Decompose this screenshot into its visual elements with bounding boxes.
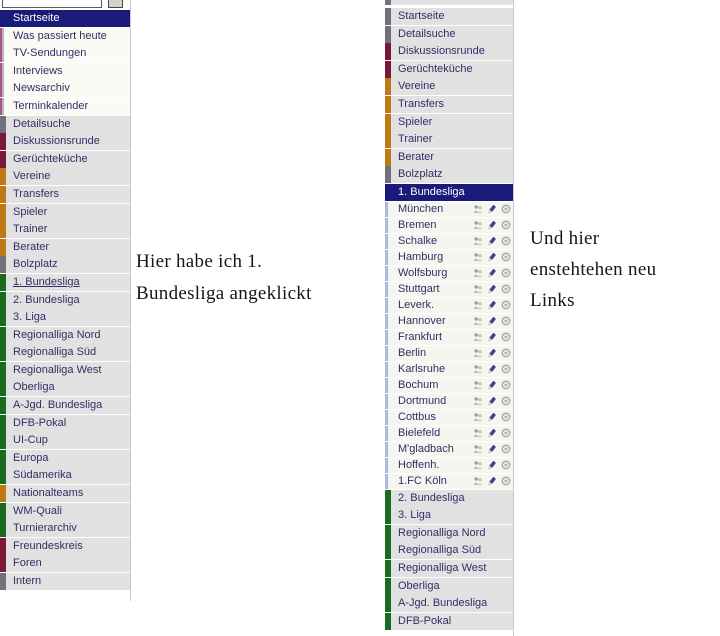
menu-item[interactable]	[0, 204, 130, 221]
category-color-block	[385, 442, 388, 457]
menu-item[interactable]	[385, 346, 513, 361]
menu-item-label: Interviews	[13, 64, 63, 77]
team-icons	[473, 396, 513, 406]
category-color-block	[385, 0, 391, 5]
menu-item[interactable]	[385, 234, 513, 249]
menu-item[interactable]	[0, 538, 130, 555]
menu-item-label: Transfers	[13, 187, 60, 200]
category-color-block	[385, 525, 391, 542]
menu-item[interactable]	[0, 239, 130, 256]
menu-item-label: Spieler	[398, 115, 433, 128]
category-color-block	[0, 133, 6, 150]
left-annotation-note	[136, 246, 312, 310]
menu-item-label: Transfers	[398, 97, 445, 110]
menu-item[interactable]	[385, 542, 513, 559]
edit-icon[interactable]	[487, 428, 497, 438]
category-color-block	[0, 397, 6, 414]
category-color-block	[385, 114, 391, 131]
note-line: Hier habe ich 1.	[136, 251, 263, 272]
users-icon[interactable]	[473, 460, 483, 470]
users-icon[interactable]	[473, 444, 483, 454]
category-color-block	[385, 542, 391, 559]
menu-item[interactable]	[385, 43, 513, 60]
menu-item[interactable]	[0, 274, 130, 291]
note-line: Links	[530, 290, 575, 311]
menu-item-label: Gerüchteküche	[398, 62, 473, 75]
menu-item[interactable]	[0, 450, 130, 467]
category-color-block	[385, 218, 388, 233]
menu-item[interactable]	[385, 458, 513, 473]
menu-item[interactable]	[0, 28, 130, 45]
category-color-block	[385, 202, 388, 217]
menu-item[interactable]	[385, 330, 513, 345]
menu-item[interactable]	[385, 298, 513, 313]
edit-icon[interactable]	[487, 412, 497, 422]
team-icons	[473, 204, 513, 214]
team-icons	[473, 364, 513, 374]
category-color-block	[0, 415, 6, 432]
menu-item-label: 1. Bundesliga	[13, 275, 80, 288]
category-color-block	[385, 378, 388, 393]
category-color-block	[0, 344, 6, 361]
menu-item-label: Intern	[13, 575, 42, 587]
category-color-block	[0, 151, 6, 168]
team-icons	[473, 380, 513, 390]
menu-item-label: Spieler	[13, 205, 48, 218]
menu-item[interactable]	[385, 578, 513, 595]
menu-item-label: Startseite	[13, 12, 60, 24]
category-color-block	[0, 116, 6, 133]
category-color-block	[0, 28, 4, 45]
view-icon[interactable]	[501, 268, 511, 278]
category-color-block	[385, 362, 388, 377]
category-color-block	[385, 507, 391, 524]
left-menu-items	[0, 10, 130, 590]
menu-item-label: Berater	[13, 240, 50, 253]
menu-item[interactable]	[385, 442, 513, 457]
menu-item-label: Regionalliga Nord	[398, 526, 486, 539]
users-icon[interactable]	[473, 204, 483, 214]
menu-item-label: Bremen	[398, 218, 437, 231]
category-color-block	[385, 458, 388, 473]
menu-item-label: Terminkalender	[13, 99, 89, 112]
edit-icon[interactable]	[487, 204, 497, 214]
menu-item-label: UI-Cup	[13, 434, 48, 447]
category-color-block	[385, 8, 391, 25]
menu-item[interactable]	[0, 397, 130, 414]
menu-item[interactable]	[385, 426, 513, 441]
menu-item[interactable]	[0, 362, 130, 379]
view-icon[interactable]	[501, 252, 511, 262]
edit-icon[interactable]	[487, 252, 497, 262]
menu-item-label: Stuttgart	[398, 282, 440, 295]
category-color-block	[385, 410, 388, 425]
menu-item[interactable]	[385, 114, 513, 131]
menu-item-label: Südamerika	[13, 469, 72, 482]
category-color-block	[385, 426, 388, 441]
users-icon[interactable]	[473, 284, 483, 294]
category-color-block	[0, 10, 6, 27]
menu-item[interactable]	[0, 520, 130, 537]
menu-item[interactable]	[385, 166, 513, 183]
view-icon[interactable]	[501, 428, 511, 438]
view-icon[interactable]	[501, 300, 511, 310]
menu-item[interactable]	[0, 10, 130, 27]
menu-item[interactable]	[0, 98, 130, 115]
category-color-block	[0, 503, 6, 520]
team-icons	[473, 444, 513, 454]
users-icon[interactable]	[473, 364, 483, 374]
menu-item-label: 3. Liga	[13, 311, 47, 324]
menu-item[interactable]	[0, 415, 130, 432]
edit-icon[interactable]	[487, 460, 497, 470]
category-color-block	[0, 80, 4, 97]
menu-item-label: DFB-Pokal	[398, 614, 452, 627]
menu-item-label: Frankfurt	[398, 330, 443, 343]
menu-item[interactable]	[385, 8, 513, 25]
users-icon[interactable]	[473, 476, 483, 486]
menu-item[interactable]	[385, 507, 513, 524]
menu-item-label: Foren	[13, 557, 42, 570]
menu-item-label: 1.FC Köln	[398, 474, 447, 487]
menu-item-label: Hoffenh.	[398, 458, 440, 471]
menu-item-label: Regionalliga Nord	[13, 328, 101, 341]
cutoff-row	[385, 0, 513, 5]
menu-item-label: DFB-Pokal	[13, 416, 67, 429]
category-color-block	[385, 560, 391, 577]
menu-item-label: Europa	[13, 451, 49, 464]
menu-item[interactable]	[385, 613, 513, 630]
category-color-block	[385, 394, 388, 409]
menu-item[interactable]	[385, 218, 513, 233]
right-annotation-note	[530, 223, 656, 316]
menu-item-label: Startseite	[398, 10, 445, 22]
menu-item-label: Regionalliga Süd	[13, 346, 97, 359]
view-icon[interactable]	[501, 476, 511, 486]
edit-icon[interactable]	[487, 236, 497, 246]
users-icon[interactable]	[473, 332, 483, 342]
edit-icon[interactable]	[487, 284, 497, 294]
menu-item[interactable]	[0, 186, 130, 203]
menu-item-label: 2. Bundesliga	[13, 293, 80, 306]
view-icon[interactable]	[501, 284, 511, 294]
category-color-block	[0, 274, 6, 291]
menu-item-label: Detailsuche	[13, 117, 71, 130]
users-icon[interactable]	[473, 220, 483, 230]
menu-item[interactable]	[385, 282, 513, 297]
menu-item[interactable]	[385, 26, 513, 43]
category-color-block	[385, 314, 388, 329]
menu-item[interactable]	[0, 80, 130, 97]
team-icons	[473, 300, 513, 310]
category-color-block	[385, 595, 391, 612]
menu-item-label: Regionalliga West	[13, 363, 102, 376]
users-icon[interactable]	[473, 252, 483, 262]
category-color-block	[385, 149, 391, 166]
category-color-block	[385, 613, 391, 630]
menu-item[interactable]	[0, 467, 130, 484]
search-button[interactable]	[108, 0, 123, 8]
menu-item-label: Newsarchiv	[13, 82, 70, 95]
edit-icon[interactable]	[487, 380, 497, 390]
menu-item[interactable]	[385, 184, 513, 201]
menu-item-label: Regionalliga West	[398, 561, 487, 574]
menu-item[interactable]	[0, 151, 130, 168]
edit-icon[interactable]	[487, 332, 497, 342]
category-color-block	[0, 432, 6, 449]
team-icons	[473, 268, 513, 278]
menu-item-label: Regionalliga Süd	[398, 544, 482, 557]
category-color-block	[0, 239, 6, 256]
menu-item[interactable]	[385, 96, 513, 113]
users-icon[interactable]	[473, 380, 483, 390]
category-color-block	[0, 256, 6, 273]
note-line: Und hier	[530, 228, 600, 249]
category-color-block	[385, 474, 388, 489]
category-color-block	[0, 45, 4, 62]
view-icon[interactable]	[501, 460, 511, 470]
menu-item-label: A-Jgd. Bundesliga	[13, 399, 103, 412]
category-color-block	[385, 166, 391, 183]
view-icon[interactable]	[501, 316, 511, 326]
menu-item-label: Cottbus	[398, 410, 436, 423]
menu-item-label: Hannover	[398, 314, 446, 327]
menu-item-label: Trainer	[13, 223, 48, 236]
view-icon[interactable]	[501, 364, 511, 374]
team-icons	[473, 332, 513, 342]
edit-icon[interactable]	[487, 364, 497, 374]
category-color-block	[0, 292, 6, 309]
menu-item-label: Hamburg	[398, 250, 444, 263]
menu-item[interactable]	[0, 133, 130, 150]
view-icon[interactable]	[501, 204, 511, 214]
menu-item[interactable]	[385, 490, 513, 507]
category-color-block	[385, 43, 391, 60]
menu-item[interactable]	[385, 595, 513, 612]
menu-item-label: Bochum	[398, 378, 439, 391]
category-color-block	[0, 204, 6, 221]
menu-item[interactable]	[385, 314, 513, 329]
menu-item-label: Karlsruhe	[398, 362, 446, 375]
menu-item-label: M'gladbach	[398, 442, 454, 455]
team-icons	[473, 252, 513, 262]
category-color-block	[0, 327, 6, 344]
menu-item[interactable]	[0, 485, 130, 502]
search-input[interactable]	[2, 0, 102, 8]
menu-item[interactable]	[385, 202, 513, 217]
menu-item-label: A-Jgd. Bundesliga	[398, 597, 488, 610]
menu-item[interactable]	[385, 61, 513, 78]
edit-icon[interactable]	[487, 300, 497, 310]
menu-item-label: 2. Bundesliga	[398, 491, 465, 504]
right-nav-menu	[385, 0, 514, 636]
category-color-block	[385, 330, 388, 345]
category-color-block	[0, 221, 6, 238]
team-icons	[473, 412, 513, 422]
menu-item[interactable]	[385, 394, 513, 409]
menu-item-label: Gerüchteküche	[13, 152, 88, 165]
menu-item-label: 3. Liga	[398, 509, 432, 522]
menu-item-label: Turnierarchiv	[13, 522, 77, 535]
note-line: Bundesliga angeklickt	[136, 283, 312, 304]
users-icon[interactable]	[473, 428, 483, 438]
team-icons	[473, 316, 513, 326]
menu-item-label: Dortmund	[398, 394, 447, 407]
menu-item-label: Diskussionsrunde	[398, 45, 485, 58]
category-color-block	[0, 98, 4, 115]
note-line: enstehtehen neu	[530, 259, 657, 280]
menu-item[interactable]	[0, 555, 130, 572]
category-color-block	[0, 186, 6, 203]
menu-item[interactable]	[0, 221, 130, 238]
category-color-block	[0, 450, 6, 467]
menu-item-label: Berlin	[398, 346, 427, 359]
menu-item-label: 1. Bundesliga	[398, 185, 465, 198]
category-color-block	[385, 266, 388, 281]
menu-item-label: Oberliga	[398, 579, 440, 592]
team-icons	[473, 460, 513, 470]
category-color-block	[385, 131, 391, 148]
menu-item[interactable]	[0, 432, 130, 449]
users-icon[interactable]	[473, 268, 483, 278]
menu-item[interactable]	[385, 266, 513, 281]
category-color-block	[0, 538, 6, 555]
menu-item-label: Bolzplatz	[13, 258, 58, 271]
menu-item[interactable]	[0, 309, 130, 326]
category-color-block	[385, 26, 391, 43]
menu-item[interactable]	[385, 525, 513, 542]
users-icon[interactable]	[473, 412, 483, 422]
menu-item[interactable]	[0, 256, 130, 273]
category-color-block	[0, 573, 6, 590]
category-color-block	[0, 485, 6, 502]
menu-item[interactable]	[0, 327, 130, 344]
menu-item-label: TV-Sendungen	[13, 47, 87, 60]
category-color-block	[0, 555, 6, 572]
category-color-block	[385, 578, 391, 595]
edit-icon[interactable]	[487, 220, 497, 230]
category-color-block	[0, 63, 4, 80]
right-menu-items	[385, 8, 513, 630]
menu-item-label: WM-Quali	[13, 504, 62, 517]
menu-item[interactable]	[0, 45, 130, 62]
team-icons	[473, 476, 513, 486]
menu-item-label: Oberliga	[13, 381, 55, 394]
category-color-block	[0, 362, 6, 379]
view-icon[interactable]	[501, 236, 511, 246]
menu-item[interactable]	[385, 78, 513, 95]
edit-icon[interactable]	[487, 396, 497, 406]
category-color-block	[385, 61, 391, 78]
menu-item[interactable]	[385, 250, 513, 265]
category-color-block	[385, 250, 388, 265]
menu-item-label: Vereine	[398, 80, 436, 93]
menu-item-label: Was passiert heute	[13, 29, 107, 42]
category-color-block	[0, 520, 6, 537]
category-color-block	[385, 282, 388, 297]
menu-item-label: Berater	[398, 150, 435, 163]
category-color-block	[0, 168, 6, 185]
menu-item-label: Bielefeld	[398, 426, 441, 439]
category-color-block	[0, 379, 6, 396]
left-nav-menu	[0, 0, 131, 601]
edit-icon[interactable]	[487, 268, 497, 278]
users-icon[interactable]	[473, 316, 483, 326]
menu-item[interactable]	[0, 503, 130, 520]
view-icon[interactable]	[501, 348, 511, 358]
menu-item-label: Nationalteams	[13, 487, 84, 500]
users-icon[interactable]	[473, 300, 483, 310]
view-icon[interactable]	[501, 220, 511, 230]
category-color-block	[385, 346, 388, 361]
edit-icon[interactable]	[487, 348, 497, 358]
menu-item[interactable]	[0, 379, 130, 396]
menu-item[interactable]	[0, 63, 130, 80]
menu-item-label: Leverk.	[398, 298, 435, 311]
category-color-block	[0, 467, 6, 484]
team-icons	[473, 236, 513, 246]
users-icon[interactable]	[473, 348, 483, 358]
category-color-block	[385, 234, 388, 249]
menu-item[interactable]	[385, 131, 513, 148]
menu-item[interactable]	[0, 573, 130, 590]
category-color-block	[385, 298, 388, 313]
team-icons	[473, 348, 513, 358]
menu-item[interactable]	[0, 344, 130, 361]
category-color-block	[385, 78, 391, 95]
menu-item[interactable]	[385, 378, 513, 393]
menu-item[interactable]	[385, 560, 513, 577]
category-color-block	[385, 96, 391, 113]
edit-icon[interactable]	[487, 444, 497, 454]
view-icon[interactable]	[501, 332, 511, 342]
edit-icon[interactable]	[487, 476, 497, 486]
search-row	[0, 0, 130, 8]
view-icon[interactable]	[501, 380, 511, 390]
category-color-block	[0, 309, 6, 326]
menu-item-label: Freundeskreis	[13, 539, 83, 552]
view-icon[interactable]	[501, 396, 511, 406]
menu-item-label: Detailsuche	[398, 27, 456, 40]
menu-item-label: Trainer	[398, 133, 433, 146]
category-color-block	[385, 490, 391, 507]
view-icon[interactable]	[501, 412, 511, 422]
menu-item-label: Vereine	[13, 170, 51, 183]
menu-item[interactable]	[0, 168, 130, 185]
menu-item[interactable]	[385, 410, 513, 425]
team-icons	[473, 284, 513, 294]
menu-item-label: Diskussionsrunde	[13, 135, 100, 148]
menu-item-label: Schalke	[398, 234, 438, 247]
menu-item-label: Bolzplatz	[398, 168, 443, 181]
team-icons	[473, 220, 513, 230]
menu-item-label: Wolfsburg	[398, 266, 448, 279]
users-icon[interactable]	[473, 236, 483, 246]
menu-item[interactable]	[385, 474, 513, 489]
menu-item[interactable]	[0, 292, 130, 309]
team-icons	[473, 428, 513, 438]
menu-item[interactable]	[385, 149, 513, 166]
users-icon[interactable]	[473, 396, 483, 406]
menu-item-label: München	[398, 202, 444, 215]
view-icon[interactable]	[501, 444, 511, 454]
menu-item[interactable]	[385, 362, 513, 377]
edit-icon[interactable]	[487, 316, 497, 326]
menu-item[interactable]	[0, 116, 130, 133]
category-color-block	[385, 184, 391, 201]
